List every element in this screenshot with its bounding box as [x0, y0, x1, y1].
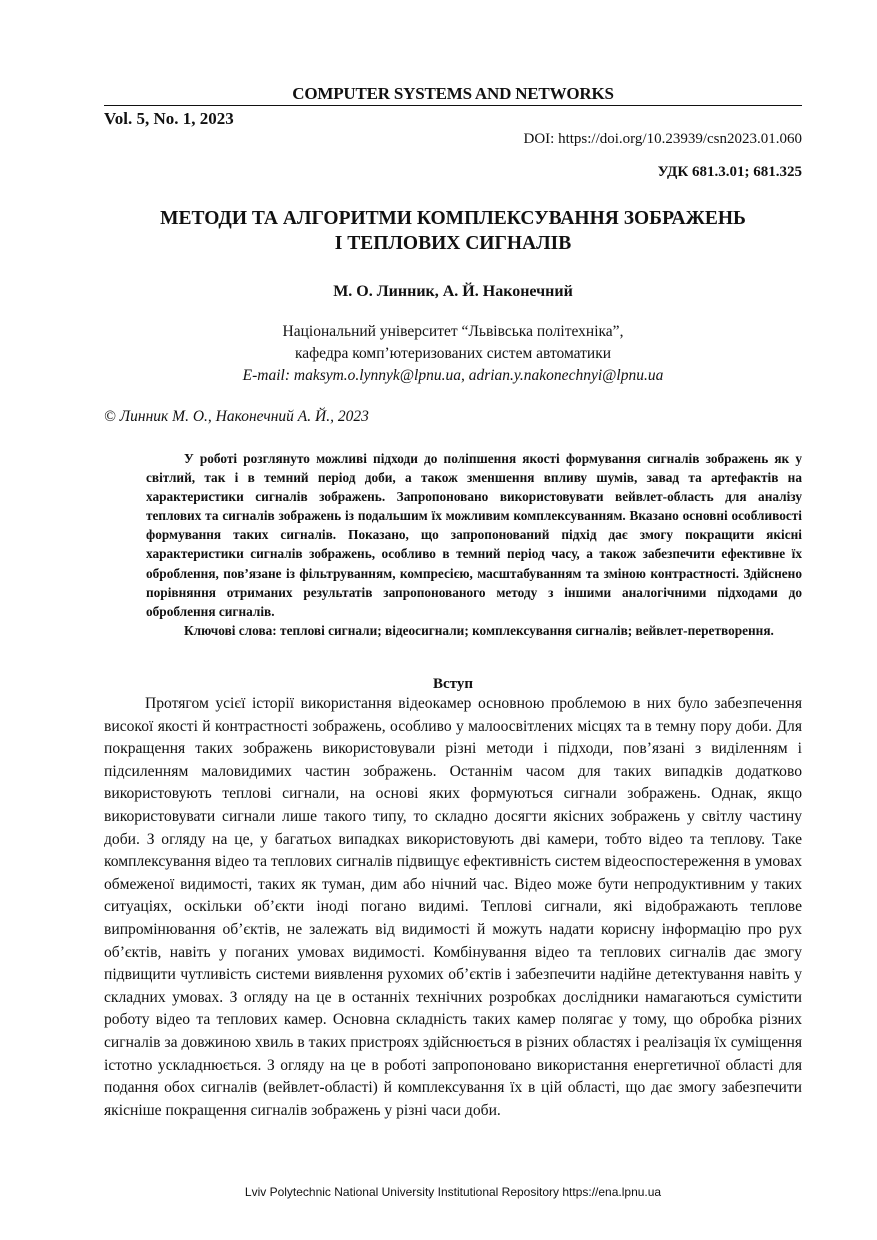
article-title-line-2: І ТЕПЛОВИХ СИГНАЛІВ [334, 233, 572, 254]
affiliation [104, 321, 802, 387]
intro-paragraph: Протягом усієї історії використання відеокамер основною проблемою в них було забезпечення високої якості й контрастності зображень, особливо у малоосвітлених місцях та в темну пору доби. Для покращення таких зображень використовували різні методи і підходи, пов’язані з виділенням і підсиленням маловидимих частин зображень. Останнім часом для таких випадків додатково використовують теплові сигнали, на основі яких формуються сигнали зображень. Однак, якщо використовувати сигнали лише такого типу, то складно досягти якісних зображень у світлу частину доби. З огляду на це, у багатьох випадках використовують дві камери, тобто відео та теплову. Таке комплексування відео та теплових сигналів підвищує ефективність систем відеоспостереження в умовах обмеженої видимості, таких як туман, дим або нічний час. Відео може бути непродуктивним у таких ситуаціях, оскільки об’єкти іноді погано видимі. Теплові сигнали, які відображають теплове випромінювання об’єктів, не залежать від видимості й можуть надати корисну інформацію про рух об’єктів, навіть у поганих умовах видимості. Комбінування відео та теплових сигналів дає змогу підвищити чутливість системи виявлення рухомих об’єктів і забезпечити надійне детектування навіть у складних умовах. З огляду на це в останніх технічних розробках дослідники намагаються сумістити роботу відео та теплових камер. Основна складність таких камер полягає у тому, що обробка різних сигналів за довжиною хвиль в таких пристроях здійснюється в різних областях і реалізація їх суміщення істотно ускладнюється. З огляду на це в роботі запропоновано використання енергетичної області для подання обох сигналів (вейвлет-області) й комплексування їх в цій області, що дає змогу забезпечити якісніше покращення сигналів зображень у різні часи доби. [104, 695, 802, 1119]
volume-issue: Vol. 5, No. 1, 2023 [104, 109, 234, 128]
udc-code: УДК 681.3.01; 681.325 [657, 164, 802, 180]
article-title-line-1: МЕТОДИ ТА АЛГОРИТМИ КОМПЛЕКСУВАННЯ ЗОБРАЖЕНЬ [160, 208, 746, 229]
affiliation-university: Національний університет “Львівська політехніка”, [282, 323, 624, 340]
authors: М. О. Линник, А. Й. Наконечний [333, 283, 573, 300]
keywords [146, 621, 802, 640]
copyright: © Линник М. О., Наконечний А. Й., 2023 [104, 408, 369, 425]
doi-link[interactable]: DOI: https://doi.org/10.23939/csn2023.01.060 [523, 131, 802, 147]
abstract [146, 449, 802, 640]
article-title [104, 206, 802, 256]
author-emails[interactable]: E-mail: maksym.o.lynnyk@lpnu.ua, adrian.y.nakonechnyi@lpnu.ua [242, 367, 664, 384]
intro-heading: Вступ [433, 676, 473, 692]
header-divider [104, 105, 802, 106]
intro-section [104, 693, 802, 1122]
journal-title: COMPUTER SYSTEMS AND NETWORKS [292, 84, 614, 103]
abstract-text: У роботі розглянуто можливі підходи до поліпшення якості формування сигналів зображень як у світлий, так і в темний період доби, а також зменшення впливу шумів, завад та артефактів на характеристики сигналів зображень. Запропоновано використовувати вейвлет-область для аналізу теплових та сигналів зображень із подальшим їх можливим комплексуванням. Вказано основні особливості формування таких сигналів. Показано, що запропонований підхід дає змогу покращити якісні характеристики сигналів зображень, особливо в темний період часу, а також забезпечити ефективне їх оброблення, пов’язане із фільтруванням, компресією, масштабуванням та зміною контрастності. Здійснено порівняння отриманих результатів запропонованого методу з іншими аналогічними підходами до оброблення сигналів. [146, 451, 802, 619]
keywords-label: Ключові слова: [184, 622, 277, 638]
keywords-list: теплові сигнали; відеосигнали; комплексування сигналів; вейвлет-перетворення. [280, 622, 774, 638]
repository-footer: Lviv Polytechnic National University Institutional Repository https://ena.lpnu.ua [244, 1185, 662, 1199]
affiliation-department: кафедра комп’ютеризованих систем автоматики [294, 345, 612, 362]
